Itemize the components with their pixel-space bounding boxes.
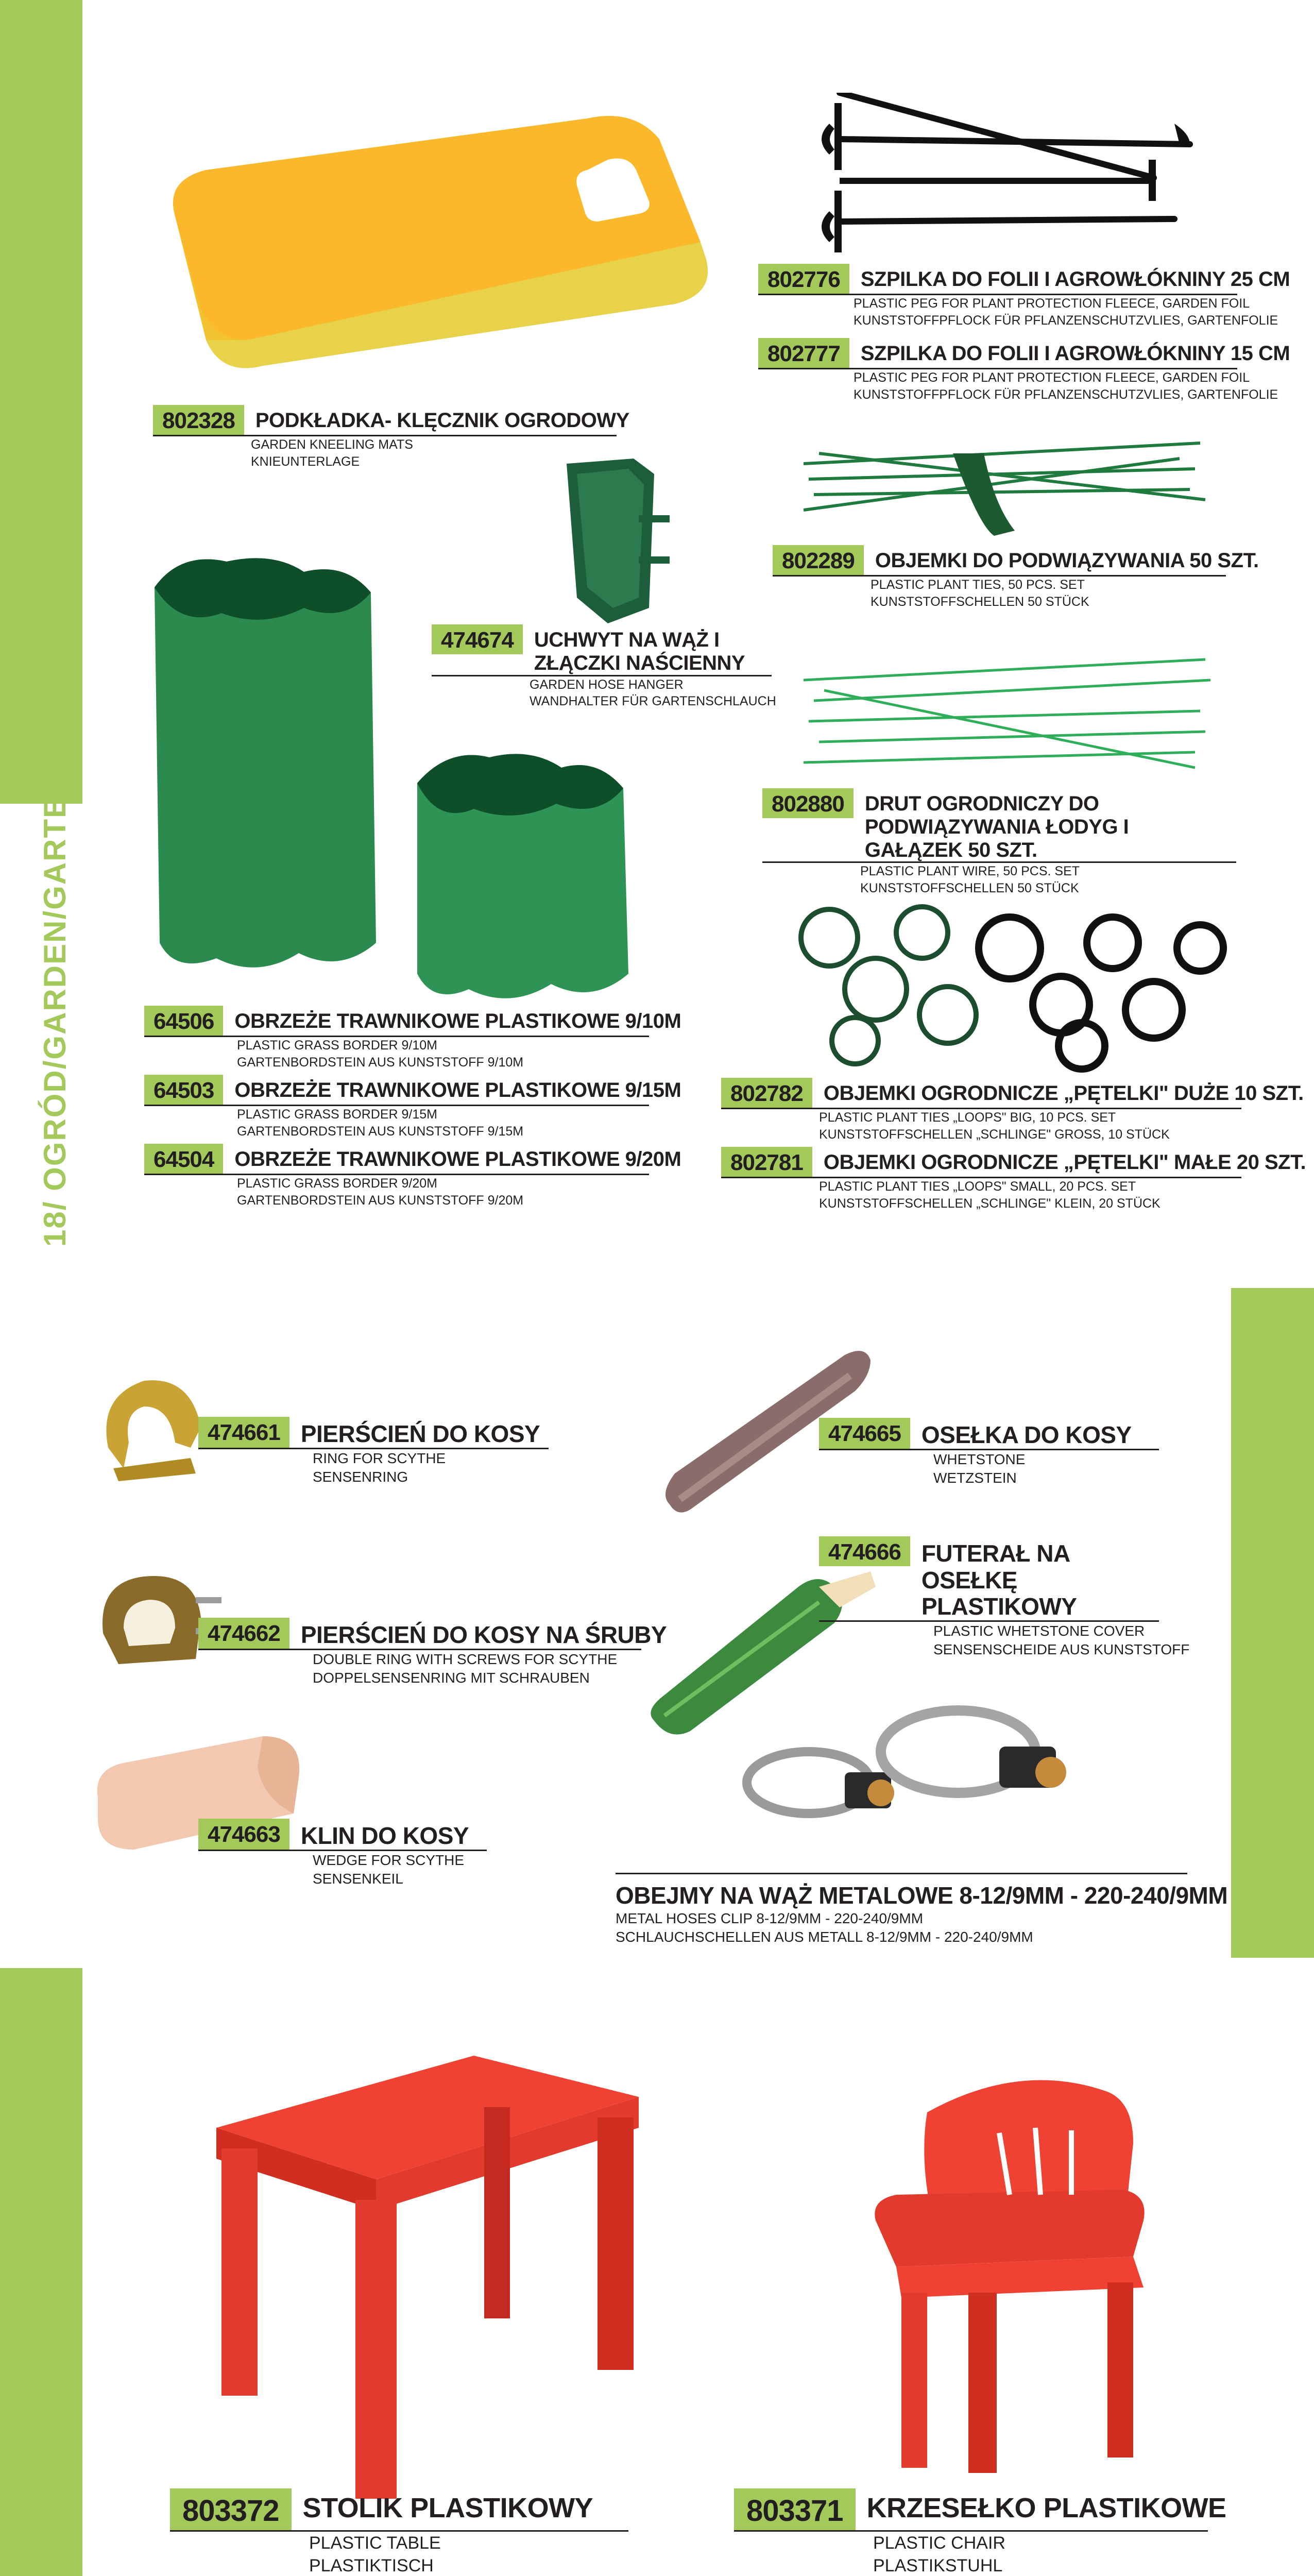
product-code: 474674 xyxy=(432,624,523,654)
product-code: 802880 xyxy=(762,788,854,818)
product-code: 802776 xyxy=(758,264,849,294)
product-64504 xyxy=(144,1144,681,1209)
product-474665 xyxy=(819,1418,1159,1487)
hose-clips-image xyxy=(742,1690,1082,1844)
product-title: STOLIK PLASTIKOWY xyxy=(302,2493,593,2523)
product-name-en: PLASTIC TABLE xyxy=(309,2533,441,2553)
product-name-de: KUNSTSTOFFPFLOCK FÜR PFLANZENSCHUTZVLIES, GARTENFOLIE xyxy=(854,313,1278,328)
product-name-de: PLASTIKSTUHL xyxy=(873,2556,1003,2576)
catalog-page-18 xyxy=(0,0,1314,1278)
green-side-band xyxy=(1231,1288,1314,1958)
product-name-en: GARDEN HOSE HANGER xyxy=(530,677,684,692)
product-code: 474663 xyxy=(198,1819,289,1850)
scythe-ring-image xyxy=(88,1365,211,1484)
product-name-de: GARTENBORDSTEIN AUS KUNSTSTOFF 9/15M xyxy=(237,1124,524,1139)
plastic-chair-image xyxy=(865,2071,1174,2483)
product-802777 xyxy=(758,338,1290,403)
product-name-de: KUNSTSTOFFSCHELLEN „SCHLINGE" GROSS, 10 STÜCK xyxy=(819,1127,1170,1142)
product-name-de: WETZSTEIN xyxy=(933,1469,1017,1486)
product-name-en: PLASTIC CHAIR xyxy=(873,2533,1005,2553)
product-title: OBRZEŻE TRAWNIKOWE PLASTIKOWE 9/15M xyxy=(234,1079,681,1101)
product-title: OBJEMKI DO PODWIĄZYWANIA 50 SZT. xyxy=(875,549,1259,572)
product-title: PIERŚCIEŃ DO KOSY xyxy=(300,1420,540,1447)
product-802289 xyxy=(773,545,1259,610)
product-803372 xyxy=(170,2488,628,2576)
product-code: 803372 xyxy=(170,2488,292,2530)
product-name-de: WANDHALTER FÜR GARTENSCHLAUCH xyxy=(530,694,776,709)
catalog-page-19 xyxy=(0,1278,1314,1968)
product-code: 802782 xyxy=(721,1078,812,1108)
product-name-en: PLASTIC PLANT TIES „LOOPS" BIG, 10 PCS. SET xyxy=(819,1110,1116,1125)
product-title: FUTERAŁ NA OSEŁKĘ PLASTIKOWY xyxy=(921,1540,1077,1620)
product-name-de: KUNSTSTOFFPFLOCK FÜR PFLANZENSCHUTZVLIES, GARTENFOLIE xyxy=(854,387,1278,402)
product-name-de: GARTENBORDSTEIN AUS KUNSTSTOFF 9/20M xyxy=(237,1193,524,1208)
product-name-de: SENSENKEIL xyxy=(313,1870,403,1887)
product-name-de: SENSENRING xyxy=(313,1468,408,1485)
product-64506 xyxy=(144,1006,681,1071)
product-name-en: PLASTIC PLANT TIES „LOOPS" SMALL, 20 PCS. SET xyxy=(819,1179,1136,1194)
product-hose-clips xyxy=(616,1873,1228,1946)
plastic-pegs-image xyxy=(819,93,1210,268)
product-title: OBJEMKI OGRODNICZE „PĘTELKI" DUŻE 10 SZT. xyxy=(823,1082,1304,1105)
product-code: 474665 xyxy=(819,1418,910,1449)
section-label: 18/ OGRÓD/GARDEN/GARTEN xyxy=(38,773,72,1247)
product-title: UCHWYT NA WĄŻ I ZŁĄCZKI NAŚCIENNY xyxy=(534,629,745,674)
product-474662 xyxy=(198,1618,667,1687)
product-name-en: DOUBLE RING WITH SCREWS FOR SCYTHE xyxy=(313,1651,618,1667)
product-title: KRZESEŁKO PLASTIKOWE xyxy=(866,2493,1226,2523)
green-side-band xyxy=(0,0,82,804)
product-name-en: GARDEN KNEELING MATS xyxy=(251,437,413,452)
catalog-page-20 xyxy=(0,1968,1314,2576)
product-802782 xyxy=(721,1078,1304,1143)
product-name-de: SENSENSCHEIDE AUS KUNSTSTOFF xyxy=(933,1641,1190,1657)
product-code: 474666 xyxy=(819,1536,910,1566)
product-474661 xyxy=(198,1417,549,1486)
product-64503 xyxy=(144,1075,681,1140)
product-name-en: RING FOR SCYTHE xyxy=(313,1450,446,1466)
product-name-de: SCHLAUCHSCHELLEN AUS METALL 8-12/9MM - 220-240/9MM xyxy=(616,1928,1033,1945)
product-name-de: GARTENBORDSTEIN AUS KUNSTSTOFF 9/10M xyxy=(237,1055,524,1070)
product-name-en: PLASTIC PEG FOR PLANT PROTECTION FLEECE, GARDEN FOIL xyxy=(854,370,1250,385)
product-name-en: PLASTIC WHETSTONE COVER xyxy=(933,1622,1145,1639)
product-code: 802289 xyxy=(773,545,864,575)
product-title: OBRZEŻE TRAWNIKOWE PLASTIKOWE 9/10M xyxy=(234,1010,681,1032)
product-474674 xyxy=(432,624,776,710)
product-name-en: PLASTIC GRASS BORDER 9/10M xyxy=(237,1038,438,1053)
product-474666 xyxy=(819,1536,1190,1659)
green-side-band xyxy=(0,1968,82,2576)
product-name-en: PLASTIC PLANT TIES, 50 PCS. SET xyxy=(871,578,1085,592)
plant-loops-image xyxy=(793,876,1236,1082)
product-title: DRUT OGRODNICZY DO PODWIĄZYWANIA ŁODYG I GAŁĄZEK 50 SZT. xyxy=(864,792,1129,861)
product-title: SZPILKA DO FOLII I AGROWŁÓKNINY 25 CM xyxy=(860,268,1290,291)
product-474663 xyxy=(198,1819,487,1888)
product-title: OBEJMY NA WĄŻ METALOWE 8-12/9MM - 220-240/9MM xyxy=(616,1882,1228,1909)
product-title: OBJEMKI OGRODNICZE „PĘTELKI" MAŁE 20 SZT. xyxy=(823,1151,1306,1174)
product-code: 64504 xyxy=(144,1144,223,1174)
product-name-de: KUNSTSTOFFSCHELLEN 50 STÜCK xyxy=(860,880,1079,895)
product-name-de: KUNSTSTOFFSCHELLEN 50 STÜCK xyxy=(871,594,1089,609)
product-code: 64503 xyxy=(144,1075,223,1105)
product-name-en: PLASTIC GRASS BORDER 9/20M xyxy=(237,1176,438,1191)
product-code: 802777 xyxy=(758,338,849,368)
product-name-de: KUNSTSTOFFSCHELLEN „SCHLINGE" KLEIN, 20 STÜCK xyxy=(819,1196,1161,1211)
product-code: 802781 xyxy=(721,1147,812,1177)
plant-ties-image xyxy=(798,422,1210,536)
product-code: 64506 xyxy=(144,1006,223,1036)
product-title: KLIN DO KOSY xyxy=(300,1822,469,1849)
product-802328 xyxy=(153,405,629,470)
product-name-de: KNIEUNTERLAGE xyxy=(251,454,360,469)
product-title: SZPILKA DO FOLII I AGROWŁÓKNINY 15 CM xyxy=(860,342,1290,365)
product-name-de: DOPPELSENSENRING MIT SCHRAUBEN xyxy=(313,1669,590,1686)
product-title: PODKŁADKA- KLĘCZNIK OGRODOWY xyxy=(255,409,629,432)
product-802880 xyxy=(762,788,1236,896)
product-802776 xyxy=(758,264,1290,329)
grass-border-rolls-image xyxy=(149,551,664,999)
product-name-en: PLASTIC PEG FOR PLANT PROTECTION FLEECE, GARDEN FOIL xyxy=(854,296,1250,311)
product-name-en: WEDGE FOR SCYTHE xyxy=(313,1852,465,1868)
product-name-de: PLASTIKTISCH xyxy=(309,2556,434,2576)
product-title: OBRZEŻE TRAWNIKOWE PLASTIKOWE 9/20M xyxy=(234,1148,681,1171)
product-title: PIERŚCIEŃ DO KOSY NA ŚRUBY xyxy=(300,1621,667,1648)
product-code: 803371 xyxy=(734,2488,856,2530)
product-802781 xyxy=(721,1147,1306,1212)
plant-wire-image xyxy=(804,649,1216,783)
product-name-en: WHETSTONE xyxy=(933,1451,1026,1467)
product-code: 802328 xyxy=(153,405,244,435)
plastic-table-image xyxy=(206,2045,644,2509)
product-code: 474662 xyxy=(198,1618,289,1649)
product-code: 474661 xyxy=(198,1417,289,1448)
product-name-en: PLASTIC PLANT WIRE, 50 PCS. SET xyxy=(860,864,1080,879)
product-title: OSEŁKA DO KOSY xyxy=(921,1421,1132,1448)
product-name-en: PLASTIC GRASS BORDER 9/15M xyxy=(237,1107,438,1122)
kneeling-mat-image xyxy=(144,98,726,386)
product-803371 xyxy=(734,2488,1226,2576)
product-name-en: METAL HOSES CLIP 8-12/9MM - 220-240/9MM xyxy=(616,1910,924,1926)
